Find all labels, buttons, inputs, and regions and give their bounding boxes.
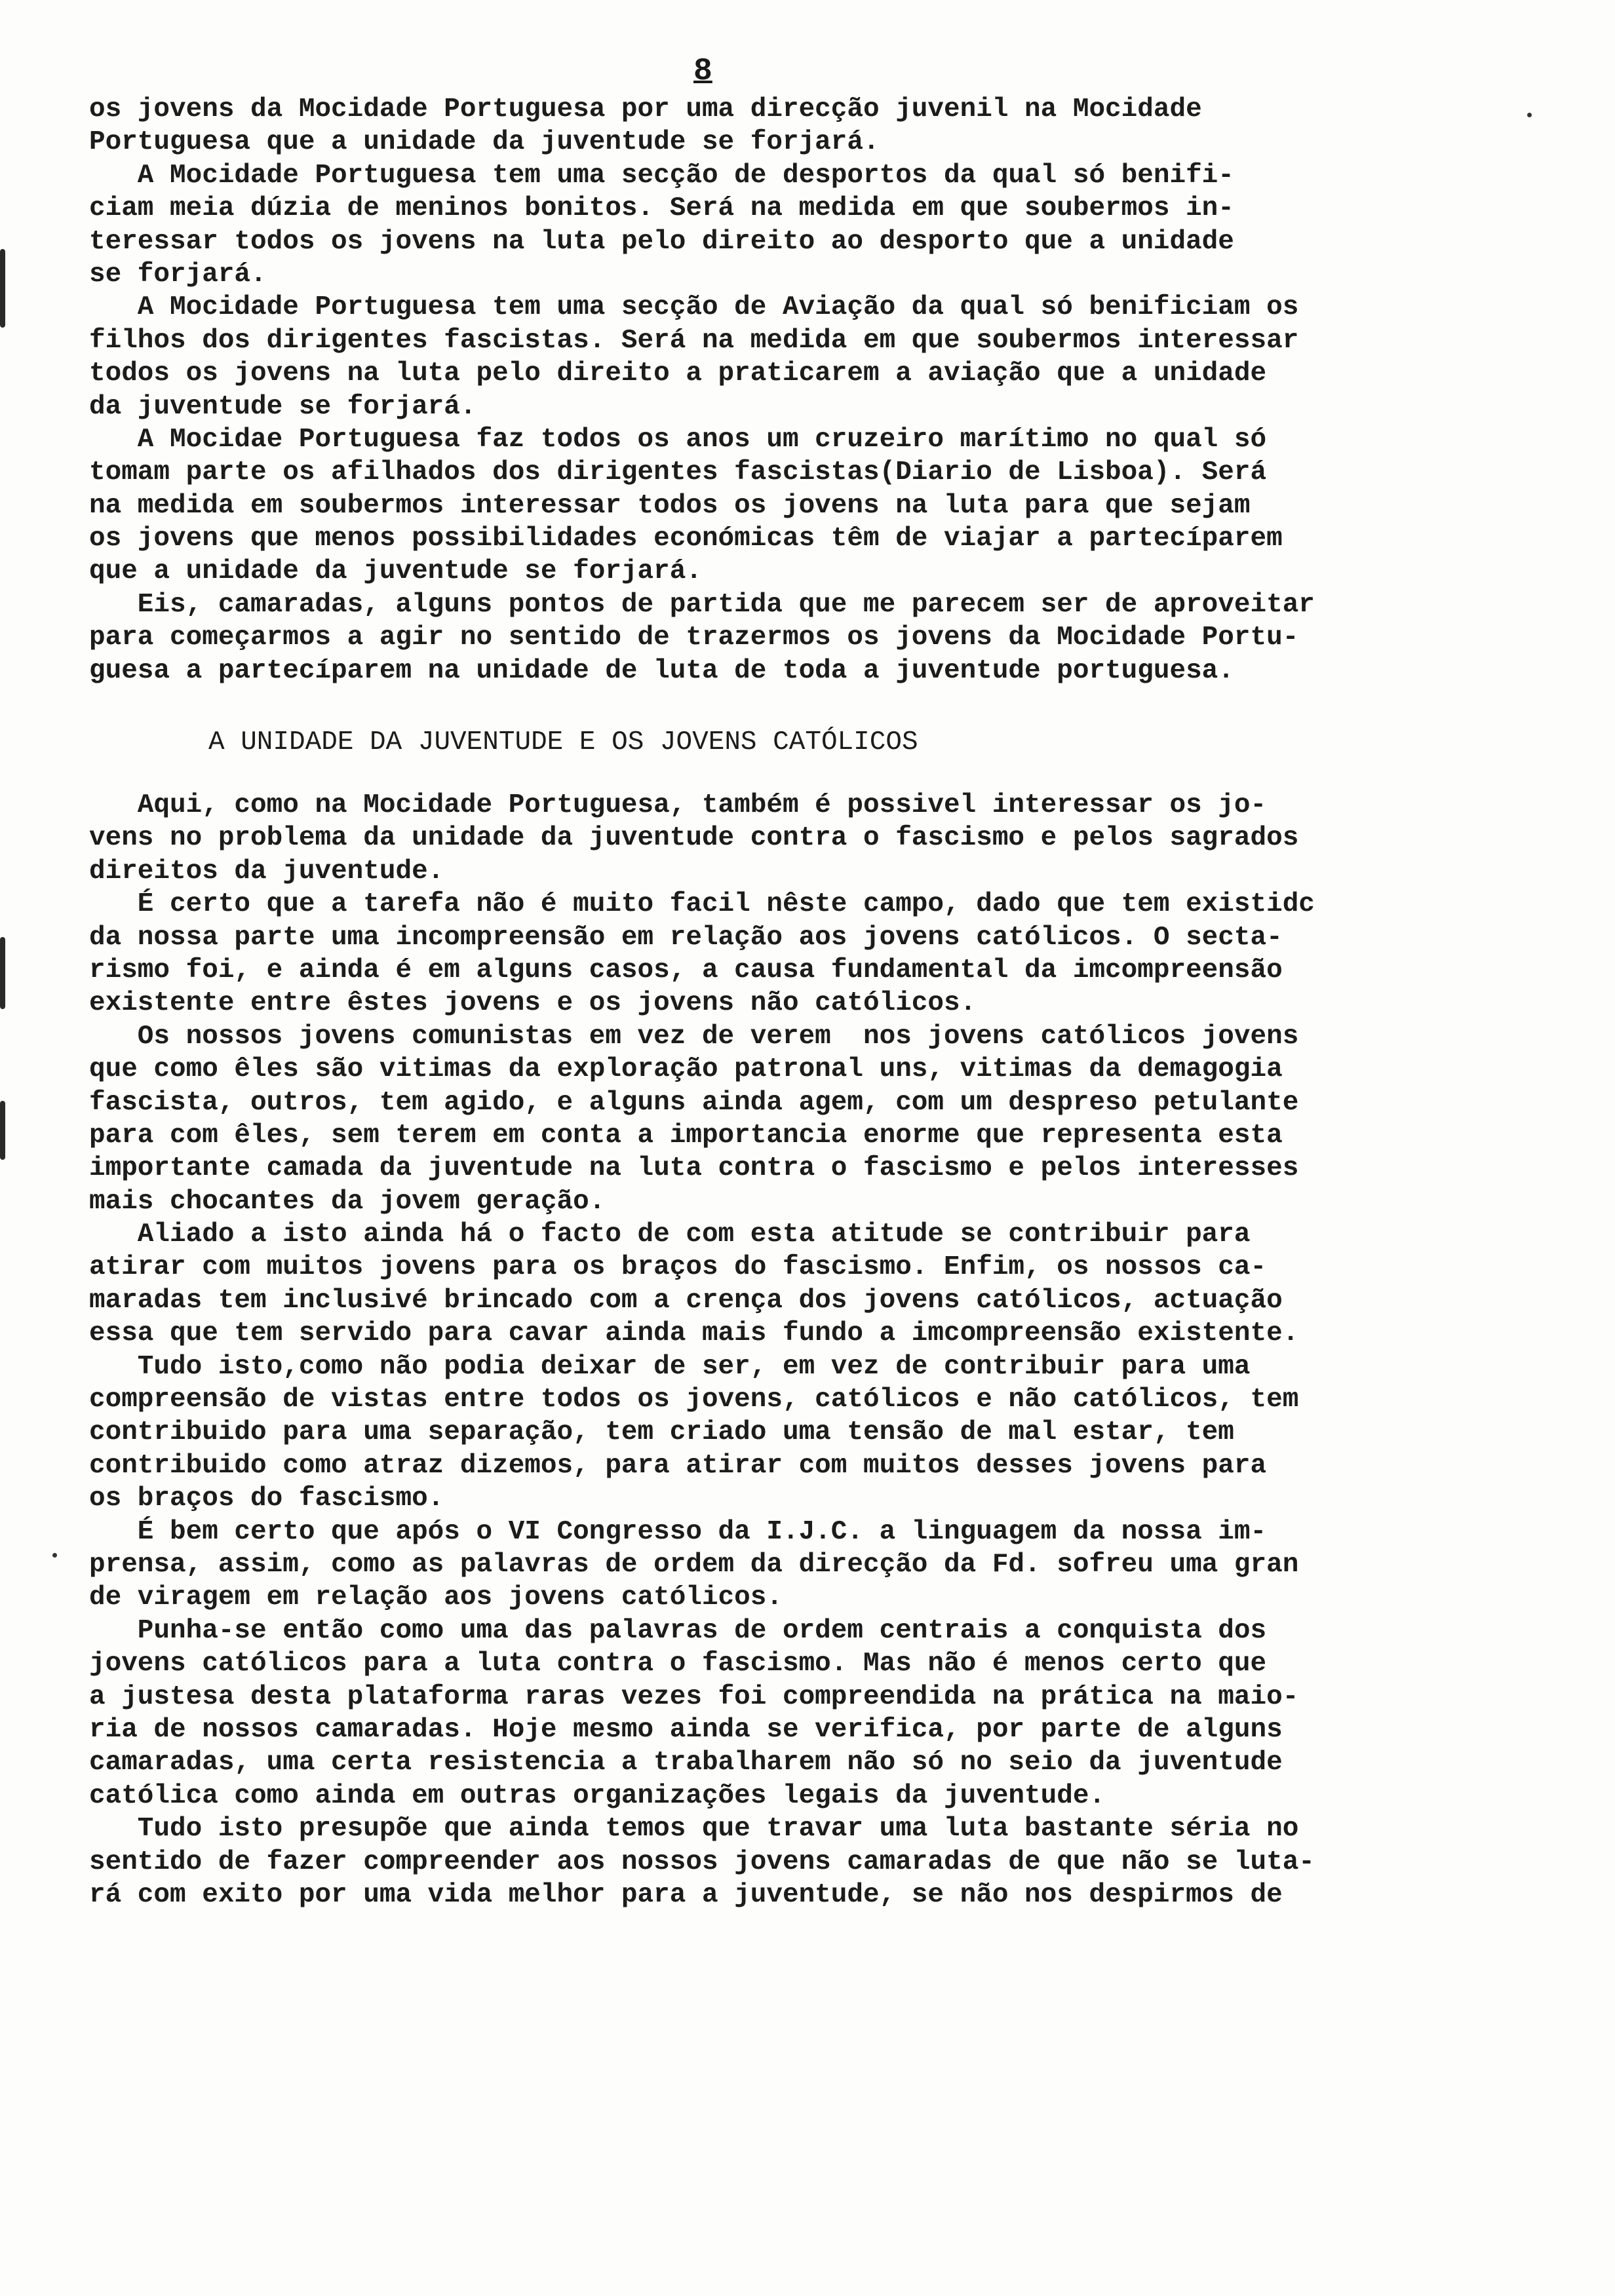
section-heading: A UNIDADE DA JUVENTUDE E OS JOVENS CATÓLICOS bbox=[208, 727, 918, 757]
text-line: se forjará. bbox=[89, 259, 267, 290]
text-line: mais chocantes da jovem geração. bbox=[89, 1186, 606, 1217]
text-line: a justesa desta plataforma raras vezes foi compreendida na prática na maio- bbox=[89, 1681, 1299, 1712]
text-line: da juventude se forjará. bbox=[89, 391, 477, 422]
text-line: de viragem em relação aos jovens católicos. bbox=[89, 1582, 783, 1613]
text-line: da nossa parte uma incompreensão em relação aos jovens católicos. O secta- bbox=[89, 922, 1283, 953]
text-line: A Mocidade Portuguesa tem uma secção de desportos da qual só benifi- bbox=[89, 160, 1234, 191]
text-line: existente entre êstes jovens e os jovens não católicos. bbox=[89, 988, 977, 1019]
text-line: todos os jovens na luta pelo direito a praticarem a aviação que a unidade bbox=[89, 358, 1267, 389]
text-line: maradas tem inclusivé brincado com a crença dos jovens católicos, actuação bbox=[89, 1285, 1283, 1316]
text-line: para com êles, sem terem em conta a importancia enorme que representa esta bbox=[89, 1120, 1283, 1151]
text-line: Eis, camaradas, alguns pontos de partida que me parecem ser de aproveitar bbox=[89, 589, 1315, 620]
text-line: essa que tem servido para cavar ainda mais fundo a imcompreensão existente. bbox=[89, 1318, 1299, 1349]
text-line: direitos da juventude. bbox=[89, 856, 444, 887]
text-line: católica como ainda em outras organizações legais da juventude. bbox=[89, 1780, 1106, 1811]
text-line: sentido de fazer compreender aos nossos jovens camaradas de que não se luta- bbox=[89, 1846, 1315, 1877]
text-line: ria de nossos camaradas. Hoje mesmo ainda se verifica, por parte de alguns bbox=[89, 1714, 1283, 1745]
text-line: teressar todos os jovens na luta pelo direito ao desporto que a unidade bbox=[89, 226, 1234, 257]
text-line: compreensão de vistas entre todos os jovens, católicos e não católicos, tem bbox=[89, 1385, 1299, 1415]
text-line: guesa a partecíparem na unidade de luta de toda a juventude portuguesa. bbox=[89, 655, 1234, 686]
text-line: ciam meia dúzia de meninos bonitos. Será na medida em que soubermos in- bbox=[89, 193, 1234, 224]
text-line: Portuguesa que a unidade da juventude se forjará. bbox=[89, 127, 880, 158]
text-line: É bem certo que após o VI Congresso da I.J.C. a linguagem da nossa im- bbox=[89, 1516, 1267, 1547]
text-line: atirar com muitos jovens para os braços do fascismo. Enfim, os nossos ca- bbox=[89, 1252, 1267, 1283]
binding-mark-lower bbox=[0, 1101, 5, 1160]
text-line: A Mocidae Portuguesa faz todos os anos um cruzeiro marítimo no qual só bbox=[89, 424, 1267, 455]
speck-mark bbox=[52, 1553, 57, 1558]
text-line: na medida em soubermos interessar todos os jovens na luta para que sejam bbox=[89, 490, 1251, 521]
binding-mark-top bbox=[0, 249, 5, 328]
text-line: rá com exito por uma vida melhor para a juventude, se não nos despirmos de bbox=[89, 1879, 1283, 1910]
text-line: Aqui, como na Mocidade Portuguesa, também é possivel interessar os jo- bbox=[89, 790, 1267, 820]
body-text-section-1 bbox=[89, 93, 1557, 687]
text-line: que como êles são vitimas da exploração patronal uns, vitimas da demagogia bbox=[89, 1054, 1283, 1085]
text-line: A Mocidade Portuguesa tem uma secção de Aviação da qual só benificiam os bbox=[89, 292, 1299, 323]
binding-mark-middle bbox=[0, 937, 5, 1009]
text-line: É certo que a tarefa não é muito facil nêste campo, dado que tem existidc bbox=[89, 889, 1315, 920]
text-line: rismo foi, e ainda é em alguns casos, a causa fundamental da imcompreensão bbox=[89, 955, 1283, 985]
text-line: jovens católicos para a luta contra o fascismo. Mas não é menos certo que bbox=[89, 1649, 1267, 1679]
text-line: Punha-se então como uma das palavras de ordem centrais a conquista dos bbox=[89, 1615, 1267, 1646]
text-line: Tudo isto,como não podia deixar de ser, em vez de contribuir para uma bbox=[89, 1351, 1251, 1382]
text-line: os braços do fascismo. bbox=[89, 1483, 444, 1514]
text-line: contribuido para uma separação, tem criado uma tensão de mal estar, tem bbox=[89, 1417, 1234, 1448]
text-line: para começarmos a agir no sentido de trazermos os jovens da Mocidade Portu- bbox=[89, 622, 1299, 653]
text-line: fascista, outros, tem agido, e alguns ainda agem, com um despreso petulante bbox=[89, 1087, 1299, 1118]
page-number: 8 bbox=[693, 54, 712, 89]
text-line: vens no problema da unidade da juventude contra o fascismo e pelos sagrados bbox=[89, 823, 1299, 854]
text-line: os jovens que menos possibilidades económicas têm de viajar a partecíparem bbox=[89, 524, 1283, 554]
text-line: Aliado a isto ainda há o facto de com esta atitude se contribuir para bbox=[89, 1219, 1251, 1250]
text-line: tomam parte os afilhados dos dirigentes fascistas(Diario de Lisboa). Será bbox=[89, 457, 1267, 488]
text-line: contribuido como atraz dizemos, para atirar com muitos desses jovens para bbox=[89, 1450, 1267, 1481]
body-text-section-2 bbox=[89, 789, 1557, 1911]
text-line: camaradas, uma certa resistencia a trabalharem não só no seio da juventude bbox=[89, 1748, 1283, 1778]
text-line: prensa, assim, como as palavras de ordem da direcção da Fd. sofreu uma gran bbox=[89, 1549, 1299, 1580]
text-line: os jovens da Mocidade Portuguesa por uma direcção juvenil na Mocidade bbox=[89, 94, 1202, 124]
text-line: Os nossos jovens comunistas em vez de verem nos jovens católicos jovens bbox=[89, 1021, 1299, 1052]
text-line: que a unidade da juventude se forjará. bbox=[89, 556, 702, 587]
text-line: filhos dos dirigentes fascistas. Será na medida em que soubermos interessar bbox=[89, 325, 1299, 356]
text-line: Tudo isto presupõe que ainda temos que travar uma luta bastante séria no bbox=[89, 1814, 1299, 1845]
text-line: importante camada da juventude na luta contra o fascismo e pelos interesses bbox=[89, 1153, 1299, 1184]
